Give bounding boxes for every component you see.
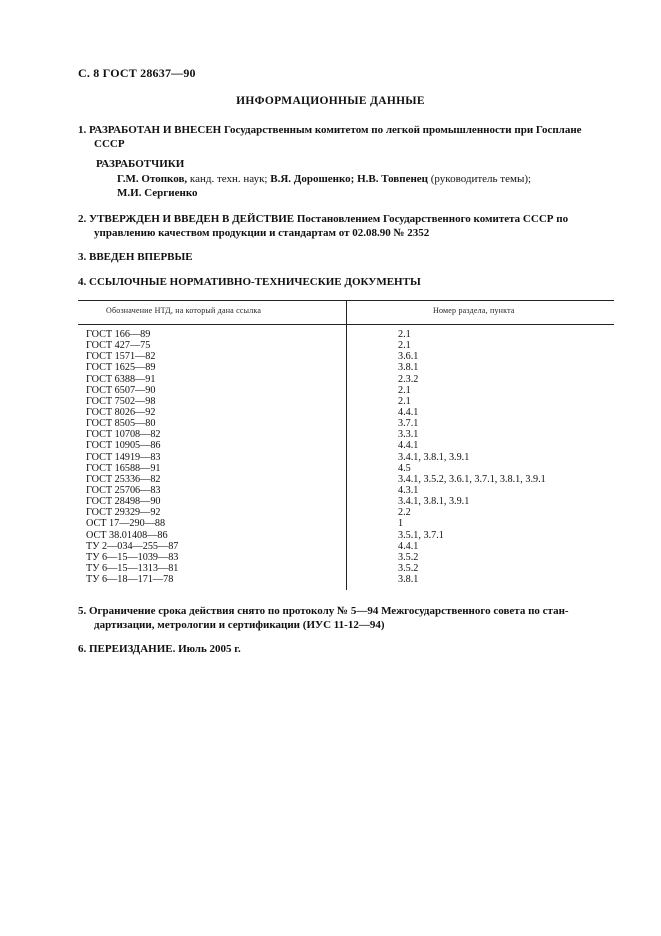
item-3-text: ВВЕДЕН ВПЕРВЫЕ [89, 251, 193, 263]
item-4-number: 4. [78, 276, 87, 288]
item-1-text-cont: СССР [94, 138, 125, 150]
table-cell-ntd: ГОСТ 8026—92 [86, 406, 156, 418]
table-cell-section: 2.1 [398, 384, 411, 396]
table-cell-section: 4.3.1 [398, 484, 419, 496]
table-cell-ntd: ГОСТ 28498—90 [86, 496, 161, 508]
table-cell-ntd: ГОСТ 14919—83 [86, 451, 161, 463]
table-cell-section: 2.1 [398, 340, 411, 352]
table-cell-section: 2.1 [398, 329, 411, 340]
table-cell-ntd: ГОСТ 7502—98 [86, 395, 156, 407]
item-1-bold: РАЗРАБОТАН И ВНЕСЕН [89, 124, 222, 136]
table-header-section: Номер раздела, пункта [433, 306, 515, 315]
table-cell-section: 4.4.1 [398, 540, 419, 552]
table-cell-section: 3.5.2 [398, 562, 419, 574]
table-cell-ntd: ГОСТ 29329—92 [86, 507, 161, 519]
developer-name-2: В.Я. Дорошенко; Н.В. Товпенец [270, 173, 429, 185]
table-cell-ntd: ГОСТ 10905—86 [86, 440, 161, 452]
table-cell-section: 3.7.1 [398, 418, 419, 430]
item-2-number: 2. [78, 213, 87, 225]
table-cell-section: 1 [398, 518, 404, 530]
table-cell-section: 3.8.1 [398, 574, 419, 586]
item-5-text: Ограничение срока действия снято по протоколу № 5—94 Межгосударственного совета по стан- [89, 605, 569, 617]
item-3-number: 3. [78, 251, 87, 263]
item-2-bold: УТВЕРЖДЕН И ВВЕДЕН В ДЕЙСТВИЕ [89, 213, 295, 225]
table-cell-ntd: ГОСТ 427—75 [86, 340, 151, 352]
table-cell-section: 2.1 [398, 395, 411, 407]
item-2-text: Постановлением Государственного комитета СССР по [294, 213, 569, 225]
table-cell-section: 4.5 [398, 462, 411, 474]
table-cell-ntd: ГОСТ 6507—90 [86, 384, 156, 396]
developers-heading: РАЗРАБОТЧИКИ [96, 158, 185, 170]
table-column-section [398, 329, 546, 585]
table-cell-section: 3.5.1, 3.7.1 [398, 529, 444, 541]
item-6-text: ПЕРЕИЗДАНИЕ. Июль 2005 г. [89, 643, 241, 655]
developer-name-3: М.И. Сергиенко [117, 187, 198, 199]
table-cell-section: 3.8.1 [398, 362, 419, 374]
item-5-text-cont: дартизации, метрологии и сертификации (ИУС 11-12—94) [94, 619, 385, 631]
section-title: ИНФОРМАЦИОННЫЕ ДАННЫЕ [236, 95, 425, 107]
table-cell-ntd: ГОСТ 25706—83 [86, 484, 161, 496]
table-column-ntd [86, 329, 178, 585]
table-cell-ntd: ТУ 6—15—1039—83 [86, 551, 179, 563]
item-6 [78, 642, 616, 656]
table-cell-ntd: ГОСТ 1625—89 [86, 362, 156, 374]
table-cell-section: 3.3.1 [398, 429, 419, 441]
table-cell-section: 3.4.1, 3.8.1, 3.9.1 [398, 496, 470, 508]
developer-name-1: Г.М. Отопков, [117, 173, 188, 185]
table-cell-ntd: ГОСТ 8505—80 [86, 418, 156, 430]
item-4 [78, 275, 616, 289]
table-cell-ntd: ГОСТ 16588—91 [86, 462, 161, 474]
item-6-number: 6. [78, 643, 87, 655]
table-cell-ntd: ТУ 2—034—255—87 [86, 540, 179, 552]
table-cell-ntd: ТУ 6—18—171—78 [86, 574, 174, 586]
table-cell-ntd: ОСТ 17—290—88 [86, 518, 166, 530]
table-cell-ntd: ГОСТ 166—89 [86, 329, 151, 340]
developer-title-1: канд. техн. наук; [187, 173, 271, 185]
item-1-text: Государственным комитетом по легкой промышленности при Госплане [221, 124, 582, 136]
table-cell-ntd: ГОСТ 6388—91 [86, 373, 156, 385]
table-cell-ntd: ГОСТ 25336—82 [86, 473, 161, 485]
table-cell-ntd: ГОСТ 1571—82 [86, 351, 156, 363]
table-cell-section: 3.5.2 [398, 551, 419, 563]
table-cell-section: 2.3.2 [398, 373, 419, 385]
table-cell-ntd: ТУ 6—15—1313—81 [86, 562, 179, 574]
item-2 [78, 212, 616, 240]
item-1-number: 1. [78, 124, 87, 136]
table-cell-section: 3.4.1, 3.8.1, 3.9.1 [398, 451, 470, 463]
table-cell-ntd: ГОСТ 10708—82 [86, 429, 161, 441]
table-cell-section: 3.6.1 [398, 351, 419, 363]
item-5-number: 5. [78, 605, 87, 617]
table-cell-section: 4.4.1 [398, 406, 419, 418]
item-5 [78, 604, 616, 632]
item-4-text: ССЫЛОЧНЫЕ НОРМАТИВНО-ТЕХНИЧЕСКИЕ ДОКУМЕНТЫ [89, 276, 421, 288]
table-header-ntd: Обозначение НТД, на который дана ссылка [106, 306, 262, 315]
page-header: С. 8 ГОСТ 28637—90 [78, 66, 196, 80]
table-cell-section: 3.4.1, 3.5.2, 3.6.1, 3.7.1, 3.8.1, 3.9.1 [398, 473, 546, 485]
table-column-divider [346, 300, 347, 590]
item-2-text-cont: управлению качеством продукции и стандартам от 02.08.90 № 2352 [94, 227, 430, 239]
developers-line-1 [117, 172, 531, 186]
table-cell-section: 2.2 [398, 507, 411, 519]
table-cell-ntd: ОСТ 38.01408—86 [86, 529, 168, 541]
table-cell-section: 4.4.1 [398, 440, 419, 452]
developer-role: (руководитель темы); [428, 173, 532, 185]
item-3 [78, 250, 616, 264]
item-1 [78, 123, 616, 151]
